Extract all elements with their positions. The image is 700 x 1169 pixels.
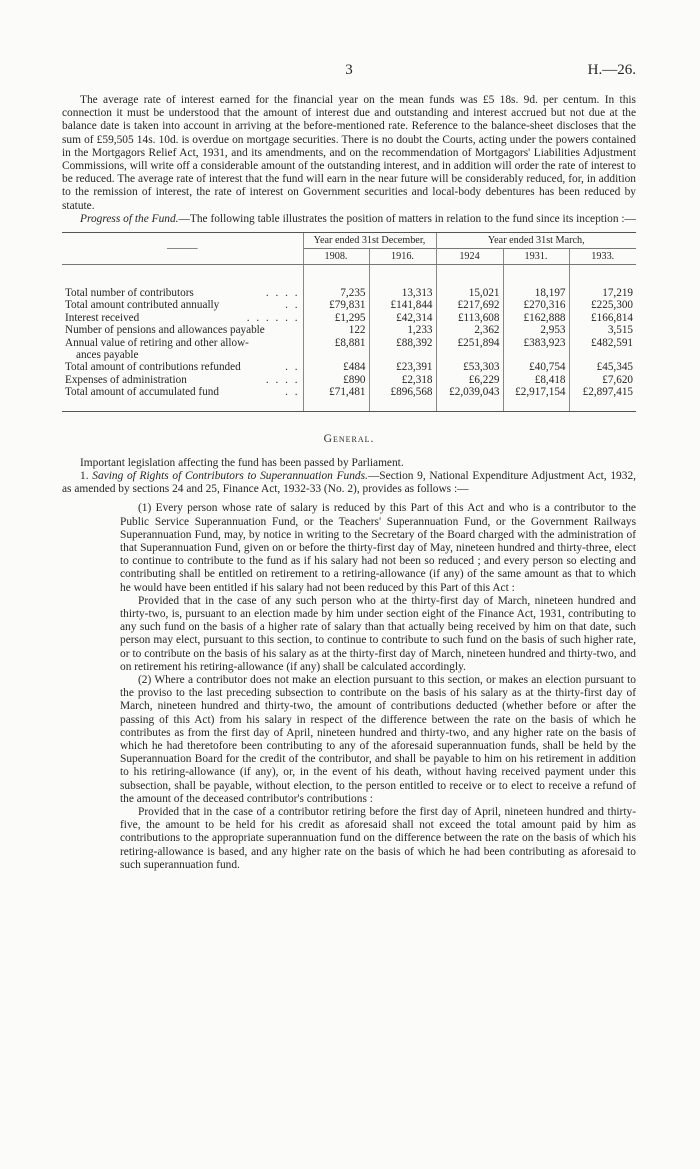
proviso-2: Provided that in the case of a contributor retiring before the first day of April, nineteen hundred and thirty-five, the amount to be held for his credit as aforesaid shall not exceed the total amount paid by him as contributions to the appropriate superannuation fund on the difference between the rate on the basis of which his retiring-allowance is based, and any higher rate on the basis of which he had been contributing as aforesaid to such superannuation fund. <box>120 805 636 871</box>
cell-value <box>503 349 569 361</box>
progress-paragraph <box>62 213 636 226</box>
row-label-text: Interest received <box>65 311 140 324</box>
item-1-paragraph <box>62 470 636 496</box>
subsection-1 <box>120 502 636 594</box>
cell-value: £482,591 <box>569 337 636 349</box>
table-row <box>62 287 636 299</box>
item-1-title: Saving of Rights of Contributors to Superannuation Funds. <box>92 469 368 482</box>
cell-value: £7,620 <box>569 374 636 386</box>
subsection-1-text: Every person whose rate of salary is reduced by this Part of this Act and who is a contributor to the Public Service Superannuation Fund, or the Teachers' Superannuation Fund, or the Government Railways Superannuation Fund, may, by notice in writing to the Secretary of the Board charged with the administration of that Superannuation Fund, given on or before the thirty-first day of May, nineteen hundred and thirty-three, elect to continue to contribute to the fund as if his salary had not been so reduced ; and every person so electing and contributing shall be entitled on retirement to a retiring-allowance (if any) of the same amount as that to which he would have been entitled if his salary had not been reduced by this Part of this Act : <box>120 502 636 594</box>
cell-value: 3,515 <box>569 324 636 336</box>
row-label <box>62 337 303 349</box>
cell-value: £40,754 <box>503 361 569 373</box>
cell-value: 13,313 <box>369 287 436 299</box>
item-1-number: 1. <box>80 469 89 482</box>
proviso-1: Provided that in the case of any such person who at the thirty-first day of March, nineteen hundred and thirty-two, is, pursuant to an election made by him under section eight of the Finance Act, 1931, contributing to any such fund on the basis of a higher rate of salary than that actually being received by him on that date, such person may elect, pursuant to this section, to continue to contribute to such fund on the basis of such higher rate, or to contribute on the basis of his salary as at the thirty-first day of March, nineteen hundred and thirty-two, and on retirement his retiring-allowance (if any) shall be calculated accordingly. <box>120 594 636 673</box>
cell-value: £8,418 <box>503 374 569 386</box>
cell-value: £217,692 <box>436 299 503 311</box>
general-intro: Important legislation affecting the fund has been passed by Parliament. <box>80 456 404 469</box>
row-label <box>62 312 303 324</box>
table-group-header <box>62 233 636 249</box>
table-row <box>62 312 636 324</box>
row-label <box>62 287 303 299</box>
cell-value: 18,197 <box>503 287 569 299</box>
table-row <box>62 374 636 386</box>
cell-value <box>436 349 503 361</box>
quoted-section <box>120 502 636 872</box>
header-year-march: Year ended 31st March, <box>436 233 636 249</box>
cell-value: £383,923 <box>503 337 569 349</box>
page-number: 3 <box>345 62 353 78</box>
cell-value: £2,917,154 <box>503 386 569 398</box>
table-row <box>62 299 636 311</box>
cell-value: £270,316 <box>503 299 569 311</box>
year-1924: 1924 <box>436 249 503 265</box>
progress-table <box>62 232 636 412</box>
cell-value: £141,844 <box>369 299 436 311</box>
cell-value: £251,894 <box>436 337 503 349</box>
row-label <box>62 361 303 373</box>
cell-value: 17,219 <box>569 287 636 299</box>
cell-value: £45,345 <box>569 361 636 373</box>
row-label-text: Total number of contributors <box>65 287 194 300</box>
row-label-text: Total amount of accumulated fund <box>65 386 219 399</box>
cell-value: £113,608 <box>436 312 503 324</box>
cell-value <box>569 349 636 361</box>
row-label <box>62 374 303 386</box>
cell-value: £896,568 <box>369 386 436 398</box>
table-row <box>62 361 636 373</box>
row-label <box>62 324 303 336</box>
cell-value: £2,897,415 <box>569 386 636 398</box>
subsection-2: (2) Where a contributor does not make an election pursuant to this section, or makes an election pursuant to the proviso to the last preceding subsection to contribute on the basis of his salary as at the thirty-first day of March, nineteen hundred and thirty-two, the amount of contributions deducted (whether before or after the passing of this Act) from his salary in respect of the difference between the rate on the basis of which he contributes as from the first day of April, nineteen hundred and thirty-two, and any higher rate on the basis of which he had theretofore been contributing to any of the aforesaid superannuation funds, shall be held by the Superannuation Board for the credit of the contributor, and shall be payable to him on his retirement in addition to his retiring-allowance (if any), or, in the event of his death, without having received payment under this subsection, shall be payable, without election, to the person entitled to receive or to elect to receive a refund of the amount of the deceased contributor's contributions : <box>120 673 636 805</box>
leader-dots: . . . . . . <box>246 311 300 324</box>
year-1931: 1931. <box>503 249 569 265</box>
table-row <box>62 337 636 349</box>
table-row <box>62 386 636 398</box>
leader-dots: . . . . <box>265 287 300 300</box>
row-label-text: Total amount of contributions refunded <box>65 361 241 374</box>
year-1933: 1933. <box>569 249 636 265</box>
item-1-text: —Section 9, National Expenditure Adjustment Act, 1932, as amended by sections 24 and 25, Finance Act, 1932-33 (No. 2), provides as follows :— <box>62 469 636 496</box>
table-row <box>62 324 636 336</box>
cell-value: £162,888 <box>503 312 569 324</box>
cell-value: 1,233 <box>369 324 436 336</box>
cell-value: £42,314 <box>369 312 436 324</box>
general-heading: General. <box>323 431 375 445</box>
cell-value: 2,362 <box>436 324 503 336</box>
document-reference: H.—26. <box>587 62 636 78</box>
leader-dots: . . <box>285 299 300 312</box>
cell-value: £23,391 <box>369 361 436 373</box>
cell-value: £88,392 <box>369 337 436 349</box>
page-header <box>62 62 636 84</box>
cell-value: £2,318 <box>369 374 436 386</box>
cell-value: £6,229 <box>436 374 503 386</box>
header-year-december: Year ended 31st December, <box>303 233 436 249</box>
table-label-header: ——— <box>62 233 303 265</box>
table-body <box>62 287 636 399</box>
row-label-text: Annual value of retiring and other allow- <box>65 336 249 349</box>
cell-value: £71,481 <box>303 386 369 398</box>
progress-heading: Progress of the Fund. <box>80 212 179 225</box>
cell-value <box>303 349 369 361</box>
leader-dots: . . <box>285 386 300 399</box>
row-label-text: Number of pensions and allowances payable <box>65 324 265 337</box>
leader-dots: . . <box>285 361 300 374</box>
cell-value: £79,831 <box>303 299 369 311</box>
leader-dots: . . . . <box>265 373 300 386</box>
cell-value: £2,039,043 <box>436 386 503 398</box>
cell-value: £1,295 <box>303 312 369 324</box>
row-label-text: ances payable <box>76 349 139 362</box>
cell-value: 122 <box>303 324 369 336</box>
cell-value: £53,303 <box>436 361 503 373</box>
year-1916: 1916. <box>369 249 436 265</box>
cell-value <box>369 349 436 361</box>
interest-paragraph: The average rate of interest earned for the financial year on the mean funds was £5 18s. 9d. per centum. In this connection it must be understood that the amount of interest due and outstanding and interest accrued but not due at the balance date is taken into account in arriving at the before-mentioned rate. Reference to the balance-sheet discloses that the sum of £59,505 14s. 10d. is overdue on mortgage securities. There is no doubt the Courts, acting under the powers contained in the Mortgagors Relief Act, 1931, and its amendments, and on the recommendation of Mortgagors' Liabilities Adjustment Commissions, will write off a considerable amount of the outstanding interest, and in addition will order the rate of interest to be reduced. The average rate of interest that the fund will earn in the near future will be considerably reduced, for, in addition to the remission of interest, the rate of interest on Government securities and local-body debentures has been reduced by statute. <box>62 94 636 212</box>
year-1908: 1908. <box>303 249 369 265</box>
cell-value: £8,881 <box>303 337 369 349</box>
row-label <box>62 349 303 361</box>
cell-value: 7,235 <box>303 287 369 299</box>
subsection-1-number: (1) <box>138 502 152 515</box>
table-row <box>62 349 636 361</box>
cell-value: £225,300 <box>569 299 636 311</box>
cell-value: 15,021 <box>436 287 503 299</box>
cell-value: 2,953 <box>503 324 569 336</box>
cell-value: £166,814 <box>569 312 636 324</box>
cell-value: £890 <box>303 374 369 386</box>
document-page <box>62 62 636 872</box>
row-label-text: Expenses of administration <box>65 373 187 386</box>
row-label <box>62 299 303 311</box>
row-label-text: Total amount contributed annually <box>65 299 220 312</box>
row-label <box>62 386 303 398</box>
progress-text: —The following table illustrates the position of matters in relation to the fund since its inception :— <box>178 212 636 225</box>
cell-value: £484 <box>303 361 369 373</box>
